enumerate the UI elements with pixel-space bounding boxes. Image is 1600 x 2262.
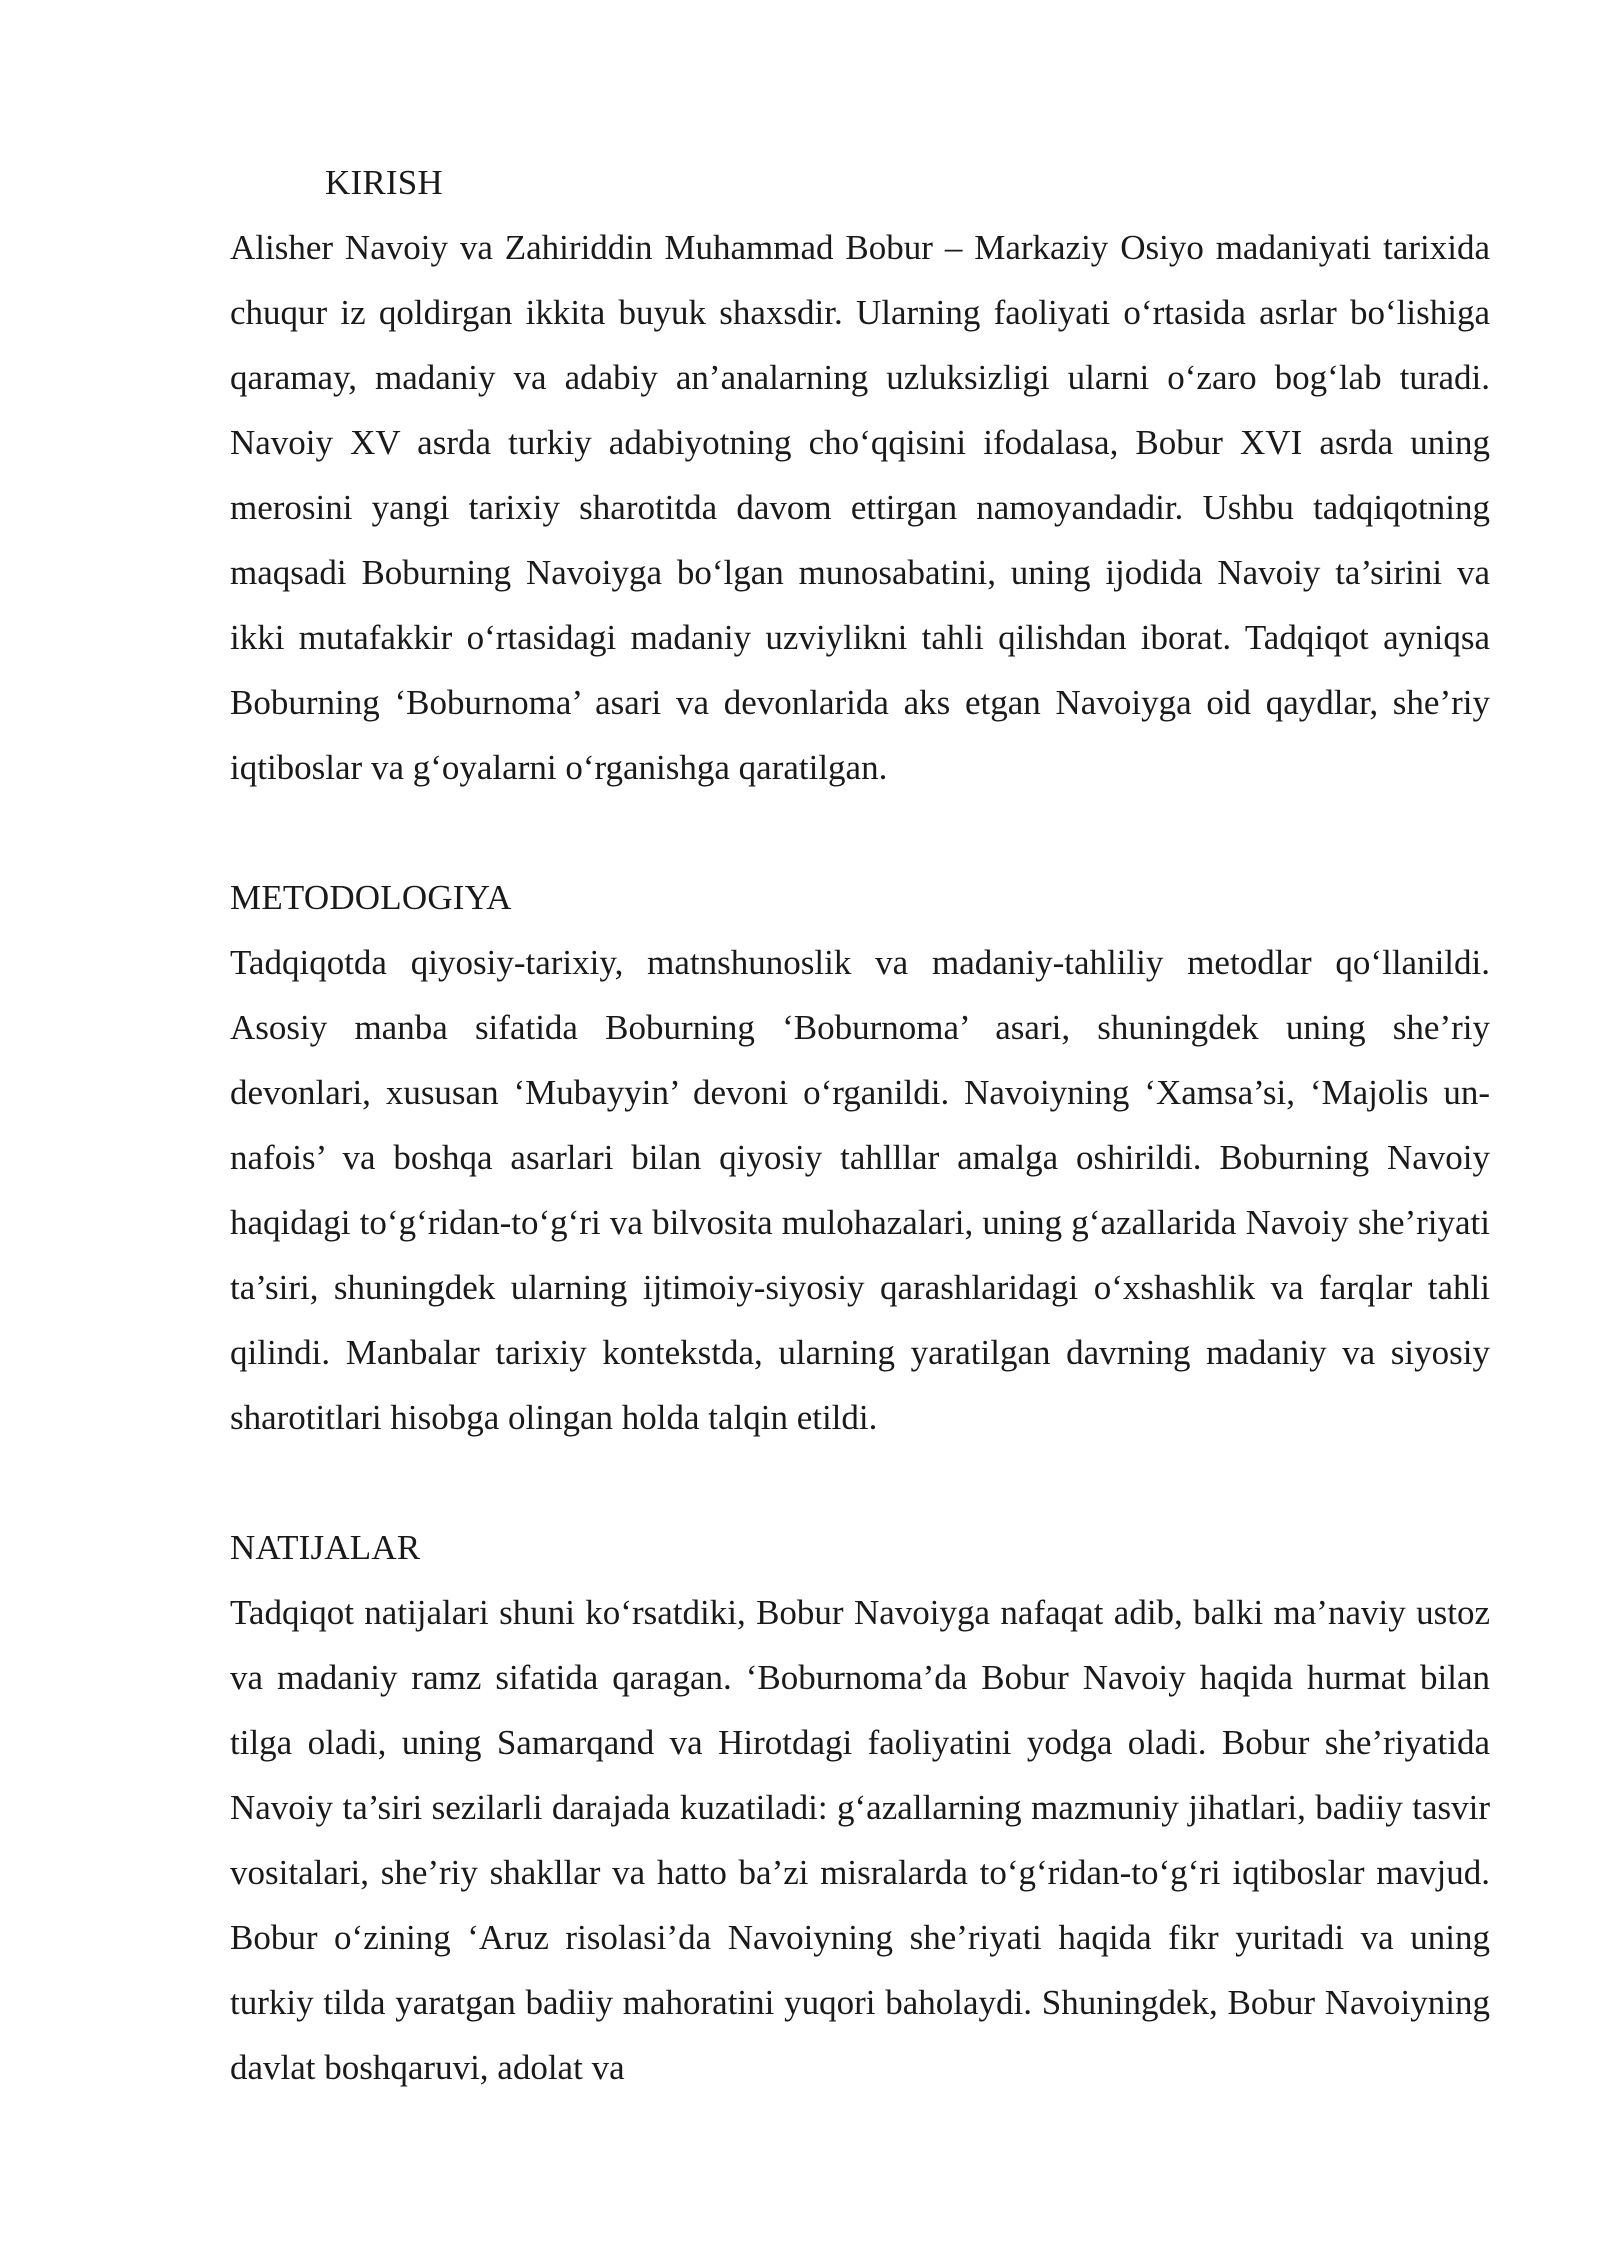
- section-heading-kirish: KIRISH: [325, 163, 443, 202]
- section-heading-natijalar: NATIJALAR: [230, 1528, 421, 1567]
- section-paragraph-metodologiya: Tadqiqotda qiyosiy-tarixiy, matnshunoslik va madaniy-tahliliy metodlar qoʻllanildi. Asosiy manba sifatida Boburning ‘Boburnoma’ asari, shuningdek uning she’riy devonlari, xususan ‘Mubayyin’ devoni oʻrganildi. Navoiyning ‘Xamsa’si, ‘Majolis un-nafois’ va boshqa asarlari bilan qiyosiy tahlllar amalga oshirildi. Boburning Navoiy haqidagi toʻgʻridan-toʻgʻri va bilvosita mulohazalari, uning gʻazallarida Navoiy she’riyati ta’siri, shuningdek ularning ijtimoiy-siyosiy qarashlaridagi oʻxshashlik va farqlar tahli qilindi. Manbalar tarixiy kontekstda, ularning yaratilgan davrning madaniy va siyosiy sharotitlari hisobga olingan holda talqin etildi.: [230, 943, 1490, 1437]
- section-spacer: [230, 800, 1490, 865]
- section-heading-metodologiya: METODOLOGIYA: [230, 878, 512, 917]
- section-paragraph-natijalar: Tadqiqot natijalari shuni koʻrsatdiki, Bobur Navoiyga nafaqat adib, balki ma’naviy ustoz va madaniy ramz sifatida qaragan. ‘Boburnoma’da Bobur Navoiy haqida hurmat bilan tilga oladi, uning Samarqand va Hirotdagi faoliyatini yodga oladi. Bobur she’riyatida Navoiy ta’siri sezilarli darajada kuzatiladi: gʻazallarning mazmuniy jihatlari, badiiy tasvir vositalari, she’riy shakllar va hatto ba’zi misralarda toʻgʻridan-toʻgʻri iqtiboslar mavjud. Bobur oʻzining ‘Aruz risolasi’da Navoiyning she’riyati haqida fikr yuritadi va uning turkiy tilda yaratgan badiiy mahoratini yuqori baholaydi. Shuningdek, Bobur Navoiyning davlat boshqaruvi, adolat va: [230, 1593, 1490, 2087]
- section-natijalar: [230, 1515, 1490, 2100]
- section-metodologiya: [230, 865, 1490, 1450]
- section-spacer: [230, 1450, 1490, 1515]
- section-paragraph-kirish: Alisher Navoiy va Zahiriddin Muhammad Bobur – Markaziy Osiyo madaniyati tarixida chuqur iz qoldirgan ikkita buyuk shaxsdir. Ularning faoliyati oʻrtasida asrlar boʻlishiga qaramay, madaniy va adabiy an’analarning uzluksizligi ularni oʻzaro bogʻlab turadi. Navoiy XV asrda turkiy adabiyotning choʻqqisini ifodalasa, Bobur XVI asrda uning merosini yangi tarixiy sharotitda davom ettirgan namoyandadir. Ushbu tadqiqotning maqsadi Boburning Navoiyga boʻlgan munosabatini, uning ijodida Navoiy ta’sirini va ikki mutafakkir oʻrtasidagi madaniy uzviylikni tahli qilishdan iborat. Tadqiqot ayniqsa Boburning ‘Boburnoma’ asari va devonlarida aks etgan Navoiyga oid qaydlar, she’riy iqtiboslar va gʻoyalarni oʻrganishga qaratilgan.: [230, 228, 1490, 787]
- section-kirish: [230, 150, 1490, 800]
- document-page: [230, 150, 1490, 2100]
